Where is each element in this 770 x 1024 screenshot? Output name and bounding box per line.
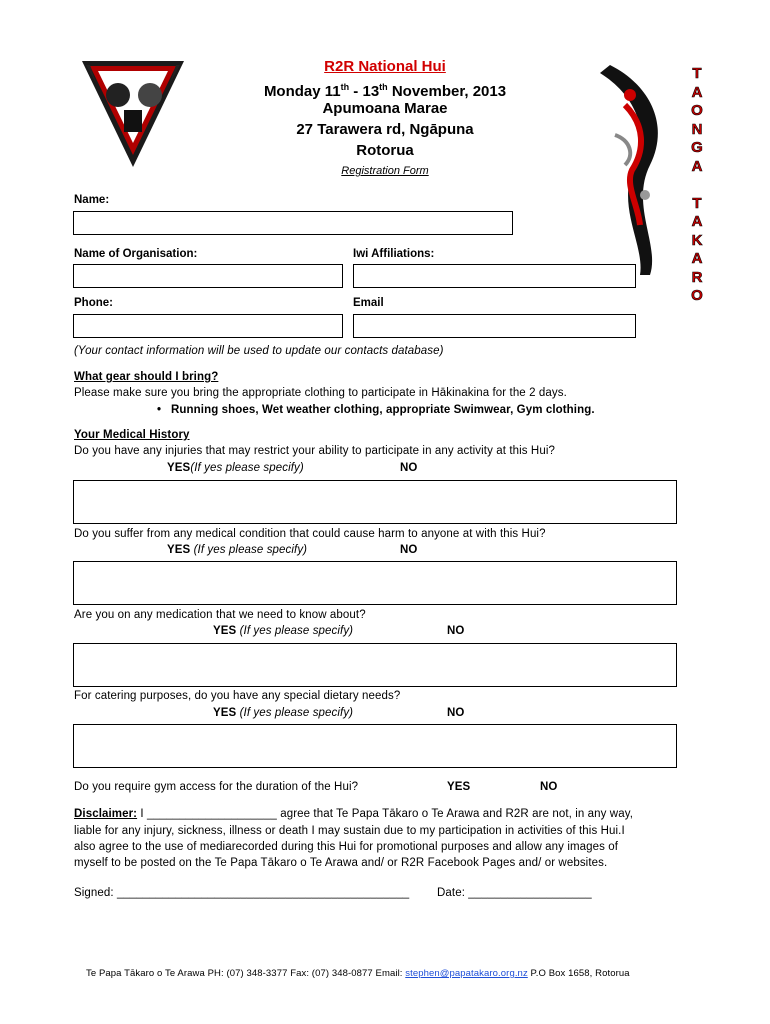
email-field[interactable]: [353, 314, 636, 338]
phone-label: Phone:: [74, 297, 113, 309]
medical-heading: Your Medical History: [74, 429, 190, 441]
event-venue: Apumoana Marae: [322, 100, 448, 117]
footer-address: P.O Box 1658, Rotorua: [527, 968, 630, 979]
event-dates: Monday 11th - 13th November, 2013: [263, 82, 507, 100]
bullet-icon: •: [157, 404, 162, 416]
taonga-takaro-logo: [590, 55, 715, 304]
question-medication: Are you on any medication that we need to know about?: [74, 609, 366, 621]
page-title: R2R National Hui: [324, 58, 446, 75]
question-dietary: For catering purposes, do you have any special dietary needs?: [74, 690, 401, 702]
disclaimer-line-1: Disclaimer: I ____________________ agree that Te Papa Tākaro o Te Arawa and R2R are not, in any way,: [74, 808, 633, 820]
footer-email-link[interactable]: stephen@papatakaro.org.nz: [405, 968, 528, 979]
organisation-label: Name of Organisation:: [74, 248, 198, 260]
medication-no-option[interactable]: NO: [447, 625, 465, 637]
footer-contact: Te Papa Tākaro o Te Arawa PH: (07) 348-3377 Fax: (07) 348-0877 Email:: [86, 968, 406, 979]
injuries-details-field[interactable]: [73, 480, 677, 524]
condition-yes-option[interactable]: YES (If yes please specify): [167, 544, 308, 556]
signed-field[interactable]: Signed: _____________________________________________: [74, 887, 410, 899]
question-gym-access: Do you require gym access for the duration of the Hui?: [74, 781, 359, 793]
injuries-yes-option[interactable]: YES(If yes please specify): [167, 462, 304, 474]
disclaimer-line-3: also agree to the use of mediarecorded during this Hui for promotional purposes and allow any images of: [74, 841, 619, 853]
date-field[interactable]: Date: ___________________: [437, 887, 592, 899]
disclaimer-line-2: liable for any injury, sickness, illness or death I may sustain due to my participation in activities of this Hui.I: [74, 825, 625, 837]
iwi-field[interactable]: [353, 264, 636, 288]
question-medical-condition: Do you suffer from any medical condition that could cause harm to anyone at with this Hui?: [74, 528, 546, 540]
gear-bullet: • Running shoes, Wet weather clothing, appropriate Swimwear, Gym clothing.: [157, 404, 595, 416]
r2r-logo: [78, 55, 188, 170]
gear-heading: What gear should I bring?: [74, 371, 219, 383]
gym-no-option[interactable]: NO: [540, 781, 558, 793]
name-label: Name:: [74, 194, 110, 206]
dietary-details-field[interactable]: [73, 724, 677, 768]
dietary-yes-option[interactable]: YES (If yes please specify): [213, 707, 354, 719]
contact-note: (Your contact information will be used to update our contacts database): [74, 345, 444, 357]
condition-details-field[interactable]: [73, 561, 677, 605]
phone-field[interactable]: [73, 314, 343, 338]
event-address: 27 Tarawera rd, Ngāpuna: [296, 121, 474, 138]
iwi-label: Iwi Affiliations:: [353, 248, 435, 260]
medication-yes-option[interactable]: YES (If yes please specify): [213, 625, 354, 637]
email-label: Email: [353, 297, 384, 309]
form-title: Registration Form: [341, 165, 429, 177]
dietary-no-option[interactable]: NO: [447, 707, 465, 719]
event-city: Rotorua: [356, 142, 414, 159]
footer: [86, 968, 630, 979]
organisation-field[interactable]: [73, 264, 343, 288]
disclaimer-label: Disclaimer:: [74, 808, 138, 820]
gear-text: Please make sure you bring the appropriate clothing to participate in Hākinakina for the 2 days.: [74, 387, 567, 399]
question-injuries: Do you have any injuries that may restrict your ability to participate in any activity at this Hui?: [74, 445, 555, 457]
name-field[interactable]: [73, 211, 513, 235]
condition-no-option[interactable]: NO: [400, 544, 418, 556]
taonga-takaro-wordmark: T A O N G A T A K A R O: [691, 65, 703, 304]
gym-yes-option[interactable]: YES: [447, 781, 471, 793]
disclaimer-line-4: myself to be posted on the Te Papa Tākaro o Te Arawa and/ or R2R Facebook Pages and/ or websites.: [74, 857, 608, 869]
injuries-no-option[interactable]: NO: [400, 462, 418, 474]
medication-details-field[interactable]: [73, 643, 677, 687]
